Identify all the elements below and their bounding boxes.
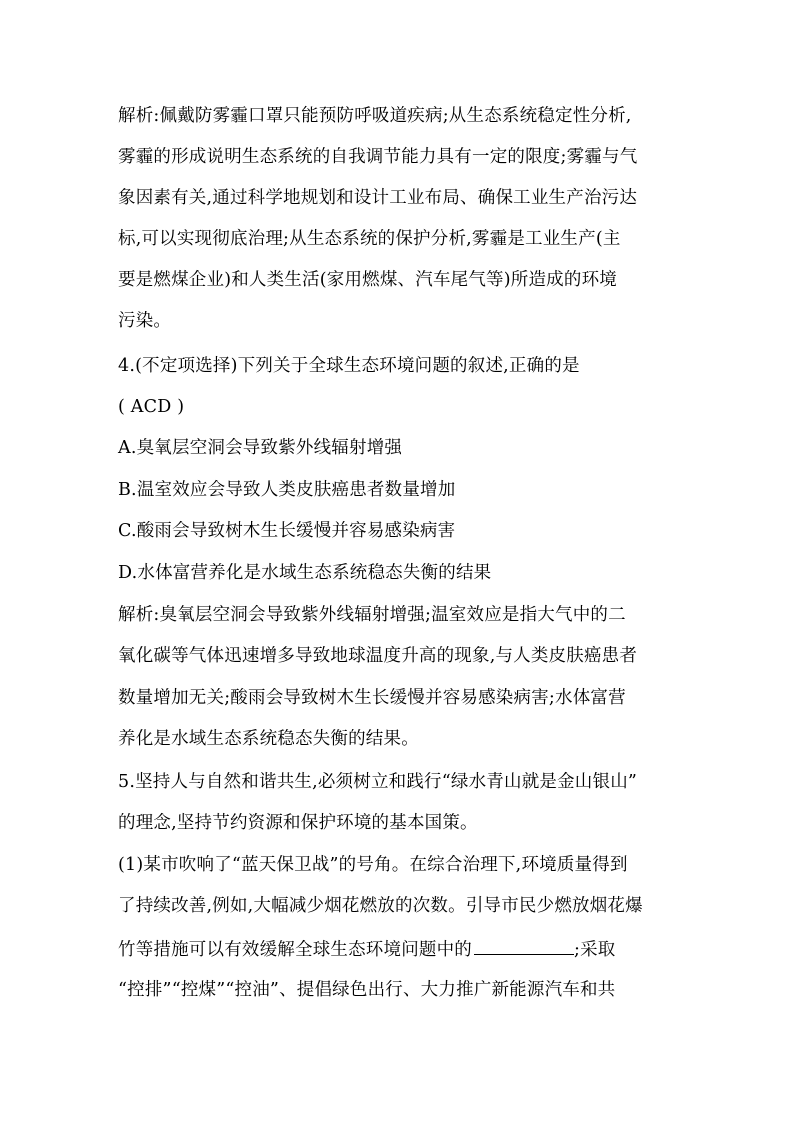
question-5-stem-line-1: 5.坚持人与自然和谐共生,必须树立和践行“绿水青山就是金山银山” [118,772,638,792]
analysis-3-line-5: 要是燃煤企业)和人类生活(家用燃煤、汽车尾气等)所造成的环境 [118,270,617,290]
question-4-answer: ( ACD ) [118,397,185,417]
answer-blank[interactable] [474,936,574,955]
question-4-option-b: B.温室效应会导致人类皮肤癌患者数量增加 [118,480,456,500]
question-5-part-1-line-1: (1)某市吹响了“蓝天保卫战”的号角。在综合治理下,环境质量得到 [118,855,628,875]
question-5-part-1-line-4: “控排”“控煤”“控油”、提倡绿色出行、大力推广新能源汽车和共 [118,980,616,1000]
question-4-option-c: C.酸雨会导致树木生长缓慢并容易感染病害 [118,521,456,541]
part-1-line-3-tail: ;采取 [574,940,616,960]
question-4-option-a: A.臭氧层空洞会导致紫外线辐射增强 [118,438,403,458]
analysis-3-line-6: 污染。 [118,311,172,331]
analysis-4-line-4: 养化是水域生态系统稳态失衡的结果。 [118,729,419,749]
question-5-part-1-line-3 [118,936,678,962]
analysis-4-line-3: 数量增加无关;酸雨会导致树木生长缓慢并容易感染病害;水体富营 [118,688,626,708]
question-5-stem-line-2: 的理念,坚持节约资源和保护环境的基本国策。 [118,813,478,833]
analysis-4-line-1: 解析:臭氧层空洞会导致紫外线辐射增强;温室效应是指大气中的二 [118,605,626,625]
analysis-4-line-2: 氧化碳等气体迅速增多导致地球温度升高的现象,与人类皮肤癌患者 [118,646,638,666]
question-4-stem: 4.(不定项选择)下列关于全球生态环境问题的叙述,正确的是 [118,356,580,376]
analysis-3-line-1: 解析:佩戴防雾霾口罩只能预防呼吸道疾病;从生态系统稳定性分析, [118,106,632,126]
question-5-part-1-line-2: 了持续改善,例如,大幅减少烟花燃放的次数。引导市民少燃放烟花爆 [118,896,643,916]
question-4-option-d: D.水体富营养化是水域生态系统稳态失衡的结果 [118,563,492,583]
analysis-3-line-2: 雾霾的形成说明生态系统的自我调节能力具有一定的限度;雾霾与气 [118,147,638,167]
analysis-3-line-4: 标,可以实现彻底治理;从生态系统的保护分析,雾霾是工业生产(主 [118,229,621,249]
analysis-3-line-3: 象因素有关,通过科学地规划和设计工业布局、确保工业生产治污达 [118,188,638,208]
part-1-line-3-text: 竹等措施可以有效缓解全球生态环境问题中的 [118,940,472,960]
